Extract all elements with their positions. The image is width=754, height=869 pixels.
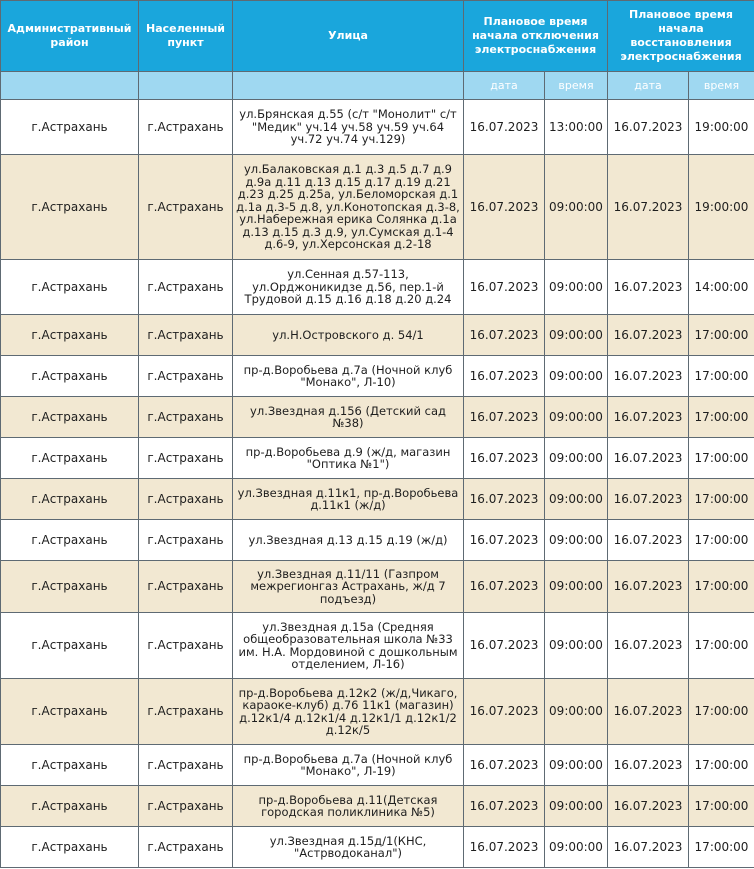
cell-district: г.Астрахань [1,786,139,827]
subheader-start-date: дата [464,72,545,100]
cell-district: г.Астрахань [1,155,139,260]
cell-district: г.Астрахань [1,479,139,520]
table-row [1,613,754,679]
cell-start-date: 16.07.2023 [464,397,545,438]
header-start: Плановое время начала отключения электроснабжения [464,1,608,72]
cell-end-date: 16.07.2023 [608,520,689,561]
cell-end-time: 17:00:00 [689,479,754,520]
cell-start-date: 16.07.2023 [464,155,545,260]
subheader-blank-locality [139,72,233,100]
cell-locality: г.Астрахань [139,745,233,786]
cell-end-time: 17:00:00 [689,397,754,438]
cell-street: ул.Звездная д.11/11 (Газпром межрегионгаз Астрахань, ж/д 7 подъезд) [233,561,464,613]
header-row [1,1,754,72]
cell-district: г.Астрахань [1,745,139,786]
cell-locality: г.Астрахань [139,561,233,613]
cell-end-date: 16.07.2023 [608,100,689,155]
cell-street: пр-д.Воробьева д.9 (ж/д, магазин "Оптика №1") [233,438,464,479]
subheader-start-time: время [545,72,608,100]
cell-end-date: 16.07.2023 [608,479,689,520]
cell-district: г.Астрахань [1,356,139,397]
cell-start-time: 13:00:00 [545,100,608,155]
cell-locality: г.Астрахань [139,613,233,679]
cell-street: ул.Брянская д.55 (с/т "Монолит" с/т "Медик" уч.14 уч.58 уч.59 уч.64 уч.72 уч.74 уч.129) [233,100,464,155]
cell-start-time: 09:00:00 [545,827,608,868]
subheader-end-time: время [689,72,754,100]
cell-end-date: 16.07.2023 [608,397,689,438]
cell-start-date: 16.07.2023 [464,520,545,561]
cell-district: г.Астрахань [1,100,139,155]
subheader-blank-district [1,72,139,100]
cell-locality: г.Астрахань [139,479,233,520]
cell-end-date: 16.07.2023 [608,260,689,315]
header-street: Улица [233,1,464,72]
table-row [1,155,754,260]
table-row [1,679,754,745]
cell-start-date: 16.07.2023 [464,613,545,679]
cell-start-date: 16.07.2023 [464,786,545,827]
cell-street: ул.Сенная д.57-113, ул.Орджоникидзе д.56, пер.1-й Трудовой д.15 д.16 д.18 д.20 д.24 [233,260,464,315]
table-row [1,786,754,827]
cell-start-date: 16.07.2023 [464,479,545,520]
table-row [1,397,754,438]
cell-end-date: 16.07.2023 [608,613,689,679]
cell-end-time: 17:00:00 [689,679,754,745]
cell-locality: г.Астрахань [139,520,233,561]
cell-start-time: 09:00:00 [545,397,608,438]
cell-locality: г.Астрахань [139,397,233,438]
cell-start-time: 09:00:00 [545,561,608,613]
subheader-end-date: дата [608,72,689,100]
cell-end-time: 17:00:00 [689,786,754,827]
cell-locality: г.Астрахань [139,315,233,356]
cell-end-date: 16.07.2023 [608,745,689,786]
cell-district: г.Астрахань [1,260,139,315]
cell-street: ул.Звездная д.156 (Детский сад №38) [233,397,464,438]
cell-street: ул.Балаковская д.1 д.3 д.5 д.7 д.9 д.9а д.11 д.13 д.15 д.17 д.19 д.21 д.23 д.25 д.25а, ул.Беломорская д.1 д.1а д.3-5 д.8, ул.Конотопская д.3-8, ул.Набережная ерика Солянка д.1а д.13 д.15 д.3 д.9, ул.Сумская д.1-4 д.6-9, ул.Херсонская д.2-18 [233,155,464,260]
cell-start-time: 09:00:00 [545,745,608,786]
cell-end-time: 17:00:00 [689,520,754,561]
cell-end-date: 16.07.2023 [608,827,689,868]
cell-street: ул.Звездная д.11к1, пр-д.Воробьева д.11к1 (ж/д) [233,479,464,520]
cell-start-time: 09:00:00 [545,356,608,397]
cell-end-time: 17:00:00 [689,827,754,868]
cell-locality: г.Астрахань [139,679,233,745]
cell-street: пр-д.Воробьева д.12к2 (ж/д,Чикаго, караоке-клуб) д.76 11к1 (магазин) д.12к1/4 д.12к1/4 д.12к1/1 д.12к1/2 д.12к/5 [233,679,464,745]
table-row [1,260,754,315]
cell-end-date: 16.07.2023 [608,438,689,479]
cell-street: ул.Звездная д.15а (Средняя общеобразовательная школа №33 им. Н.А. Мордовиной с дошкольным отделением, Л-16) [233,613,464,679]
table-row [1,745,754,786]
cell-start-time: 09:00:00 [545,438,608,479]
cell-district: г.Астрахань [1,827,139,868]
cell-start-date: 16.07.2023 [464,827,545,868]
cell-street: ул.Н.Островского д. 54/1 [233,315,464,356]
cell-start-time: 09:00:00 [545,613,608,679]
cell-end-time: 19:00:00 [689,100,754,155]
cell-start-time: 09:00:00 [545,679,608,745]
cell-end-date: 16.07.2023 [608,356,689,397]
cell-start-time: 09:00:00 [545,155,608,260]
table-row [1,561,754,613]
cell-end-date: 16.07.2023 [608,786,689,827]
cell-street: пр-д.Воробьева д.7а (Ночной клуб "Монако", Л-19) [233,745,464,786]
cell-start-date: 16.07.2023 [464,438,545,479]
cell-district: г.Астрахань [1,520,139,561]
cell-start-date: 16.07.2023 [464,679,545,745]
table-row [1,100,754,155]
cell-street: пр-д.Воробьева д.11(Детская городская поликлиника №5) [233,786,464,827]
cell-start-date: 16.07.2023 [464,100,545,155]
cell-district: г.Астрахань [1,315,139,356]
cell-start-date: 16.07.2023 [464,745,545,786]
cell-locality: г.Астрахань [139,827,233,868]
cell-street: пр-д.Воробьева д.7а (Ночной клуб "Монако", Л-10) [233,356,464,397]
table-row [1,315,754,356]
cell-start-time: 09:00:00 [545,260,608,315]
table-row [1,827,754,868]
cell-end-time: 17:00:00 [689,315,754,356]
cell-end-time: 17:00:00 [689,356,754,397]
cell-locality: г.Астрахань [139,786,233,827]
table-row [1,356,754,397]
cell-district: г.Астрахань [1,397,139,438]
cell-end-time: 17:00:00 [689,438,754,479]
table-row [1,479,754,520]
table-row [1,438,754,479]
cell-district: г.Астрахань [1,561,139,613]
cell-start-date: 16.07.2023 [464,356,545,397]
table-row [1,520,754,561]
cell-end-date: 16.07.2023 [608,561,689,613]
cell-end-date: 16.07.2023 [608,155,689,260]
cell-locality: г.Астрахань [139,438,233,479]
cell-start-time: 09:00:00 [545,520,608,561]
cell-end-time: 19:00:00 [689,155,754,260]
cell-district: г.Астрахань [1,679,139,745]
cell-start-time: 09:00:00 [545,479,608,520]
cell-street: ул.Звездная д.13 д.15 д.19 (ж/д) [233,520,464,561]
cell-end-time: 17:00:00 [689,745,754,786]
header-restore: Плановое время начала восстановления электроснабжения [608,1,754,72]
subheader-blank-street [233,72,464,100]
cell-district: г.Астрахань [1,438,139,479]
table-header [1,1,754,100]
cell-end-time: 17:00:00 [689,561,754,613]
cell-start-time: 09:00:00 [545,315,608,356]
cell-start-date: 16.07.2023 [464,260,545,315]
cell-start-time: 09:00:00 [545,786,608,827]
cell-locality: г.Астрахань [139,356,233,397]
table-body [1,100,754,868]
cell-start-date: 16.07.2023 [464,315,545,356]
cell-end-date: 16.07.2023 [608,679,689,745]
cell-start-date: 16.07.2023 [464,561,545,613]
cell-street: ул.Звездная д.15д/1(КНС, "Астрводоканал") [233,827,464,868]
cell-district: г.Астрахань [1,613,139,679]
subheader-row [1,72,754,100]
cell-end-time: 17:00:00 [689,613,754,679]
header-locality: Населенный пункт [139,1,233,72]
header-district: Административный район [1,1,139,72]
cell-locality: г.Астрахань [139,100,233,155]
cell-end-date: 16.07.2023 [608,315,689,356]
cell-locality: г.Астрахань [139,155,233,260]
cell-end-time: 14:00:00 [689,260,754,315]
cell-locality: г.Астрахань [139,260,233,315]
